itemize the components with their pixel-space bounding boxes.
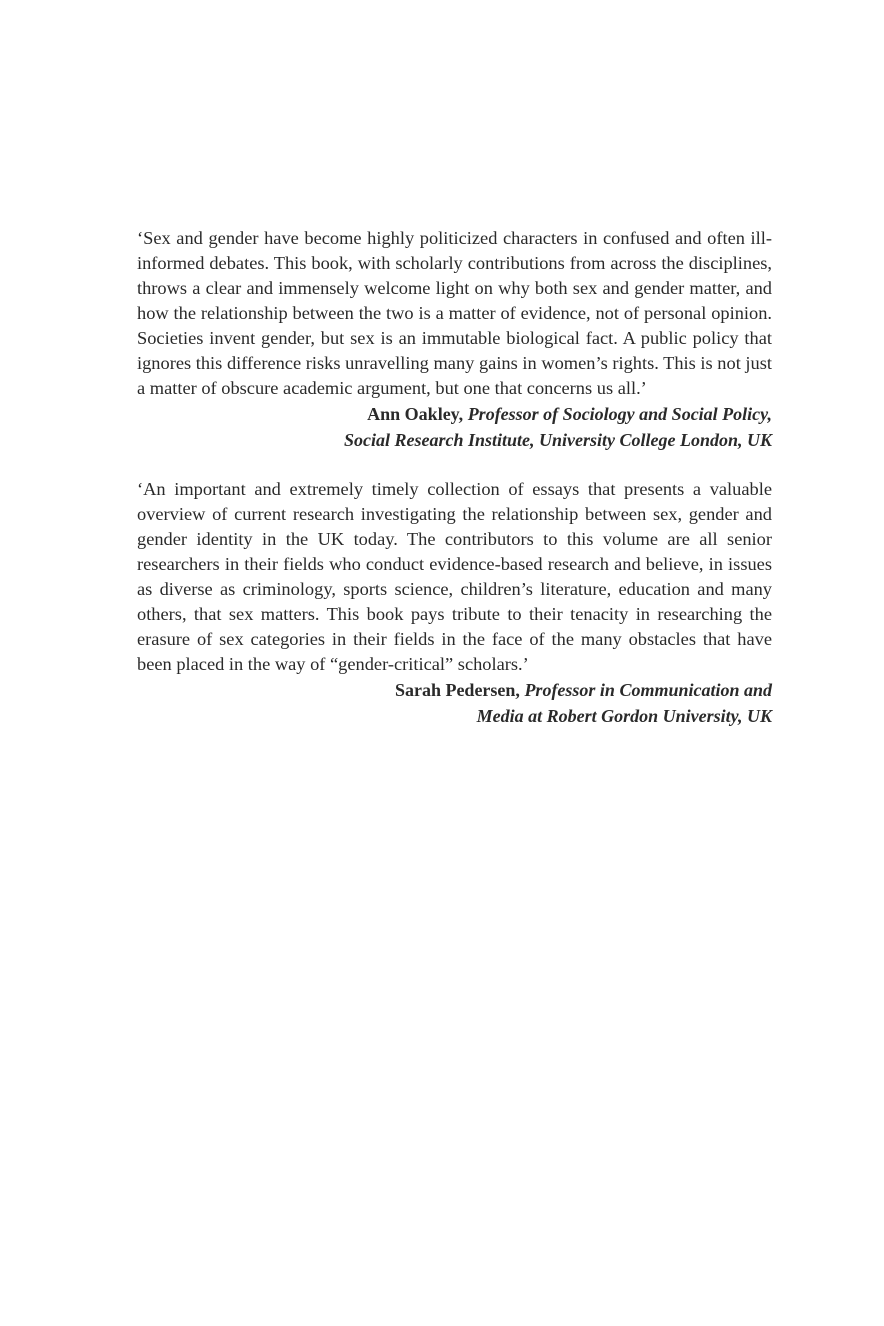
endorsement-quote: ‘An important and extremely timely collection of essays that presents a valuable overview of current research investigating the relationship between sex, gender and gender identity in the UK today. The contributors to this volume are all senior researchers in their fields who conduct evidence-based research and believe, in issues as diverse as criminology, sports science, children’s literature, education and many others, that sex matters. This book pays tribute to their tenacity in researching the erasure of sex categories in their fields in the face of the many obstacles that have been placed in the way of “gender-critical” scholars.’ xyxy=(137,479,772,674)
endorsements-page xyxy=(137,226,772,729)
endorser-role-line-1: Professor in Communication and xyxy=(524,680,772,700)
endorsement-pedersen xyxy=(137,477,772,729)
endorsement-quote: ‘Sex and gender have become highly politicized characters in confused and often ill-informed debates. This book, with scholarly contributions from across the disciplines, throws a clear and immensely welcome light on why both sex and gender matter, and how the relationship between the two is a matter of evidence, not of personal opinion. Societies invent gender, but sex is an immutable biological fact. A public policy that ignores this difference risks unravelling many gains in women’s rights. This is not just a matter of obscure academic argument, but one that concerns us all.’ xyxy=(137,228,772,398)
endorsement-attribution xyxy=(137,677,772,729)
endorser-role-line-2: Media at Robert Gordon University, UK xyxy=(476,706,772,726)
endorser-role-line-2: Social Research Institute, University College London, UK xyxy=(343,430,772,450)
endorser-name: Sarah Pedersen, xyxy=(394,680,520,700)
endorser-name: Ann Oakley, xyxy=(367,404,464,424)
endorsement-attribution xyxy=(137,401,772,453)
endorser-role-line-1: Professor of Sociology and Social Policy, xyxy=(467,404,772,424)
endorsement-oakley xyxy=(137,226,772,453)
